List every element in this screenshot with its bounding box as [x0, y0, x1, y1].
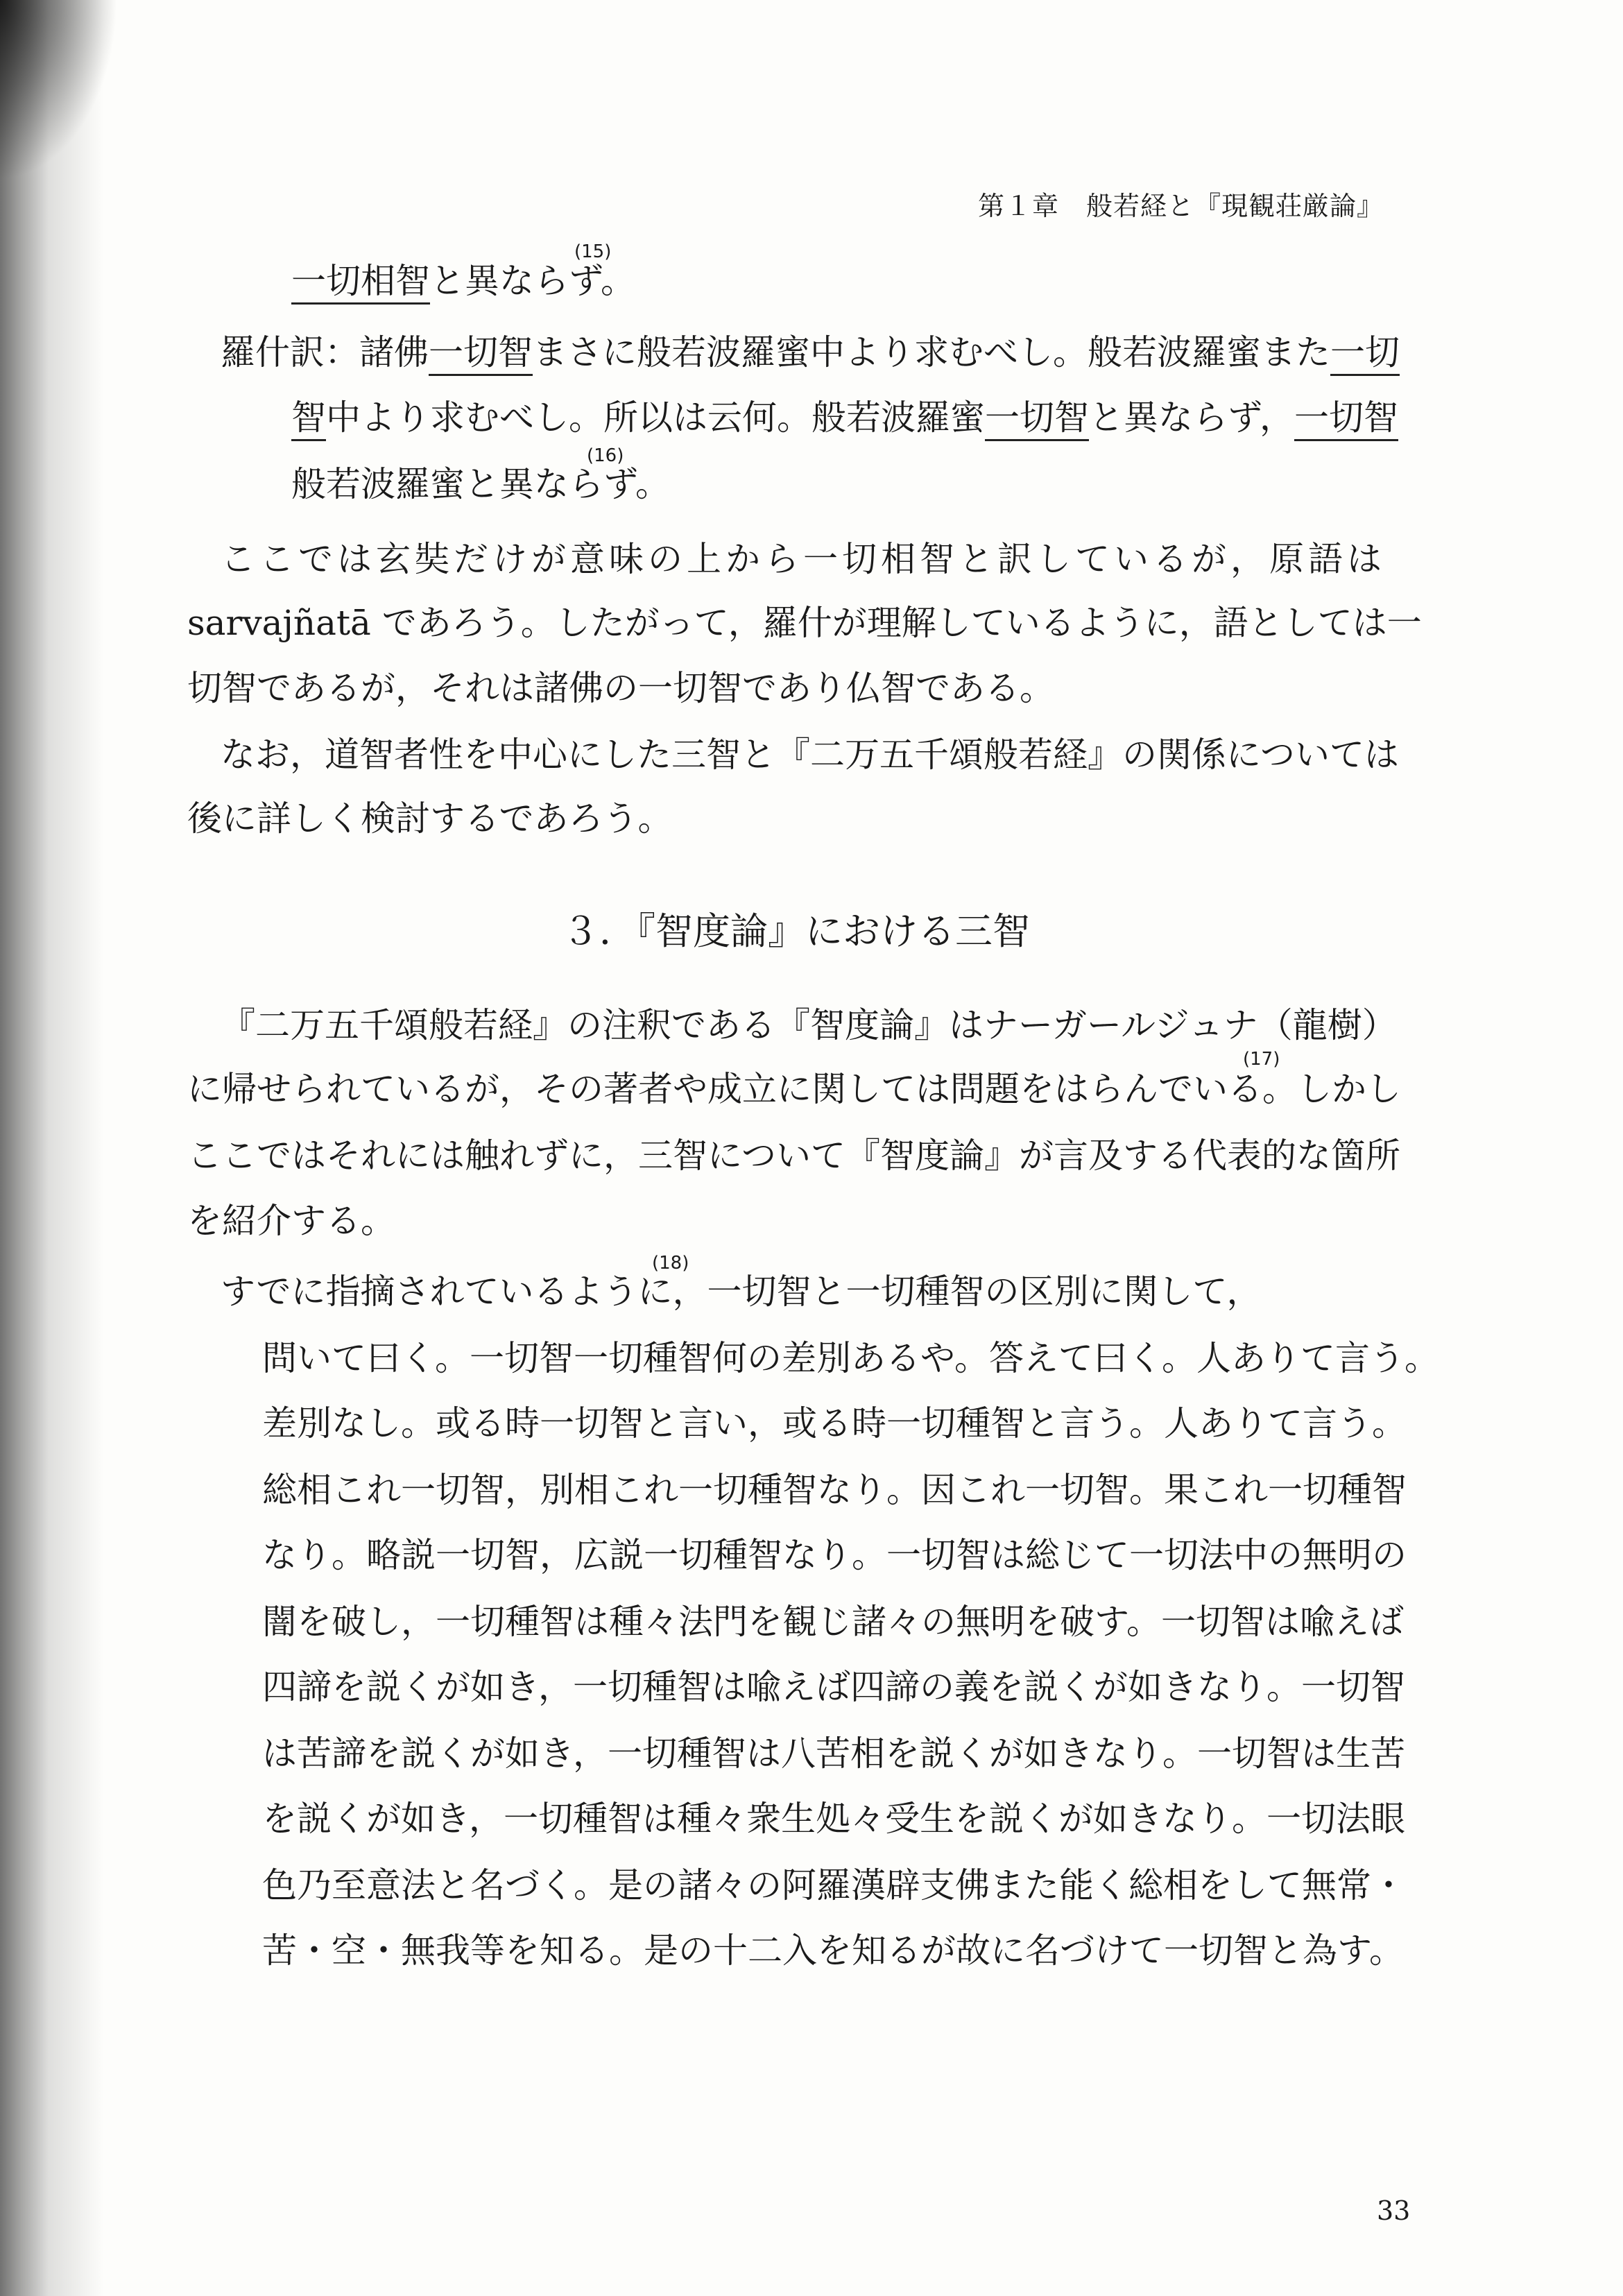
paragraph-line: を紹介する。	[187, 1201, 395, 1241]
underlined-term: 一切智	[429, 332, 533, 376]
paragraph-line: ここではそれには触れずに，三智について『智度論』が言及する代表的な箇所	[187, 1136, 1400, 1176]
kumarajiva-line-2: 智中より求むべし。所以は云何。般若波羅蜜一切智と異ならず，一切智	[291, 397, 1398, 438]
scan-edge-shadow	[0, 0, 104, 2296]
quote-line: 問いて曰く。一切智一切種智何の差別あるや。答えて曰く。人ありて言う。	[262, 1338, 1439, 1378]
kumarajiva-line-3: 般若波羅蜜と異ならず。	[291, 464, 670, 504]
footnote-ref-18: (18)	[652, 1253, 689, 1274]
paragraph-line: に帰せられているが，その著者や成立に関しては問題をはらんでいる。しかし	[187, 1069, 1401, 1109]
quote-line: 闇を破し，一切種智は種々法門を観じ諸々の無明を破す。一切智は喩えば	[262, 1602, 1404, 1642]
quote-line: なり。略説一切智，広説一切種智なり。一切智は総じて一切法中の無明の	[262, 1535, 1407, 1575]
underlined-term: 一切	[1330, 332, 1400, 376]
scan-corner-shadow	[0, 0, 118, 180]
paragraph-line: すでに指摘されているように，一切智と一切種智の区別に関して，	[221, 1271, 1262, 1312]
underlined-term: 一切相智	[291, 261, 430, 305]
quote-line: 四諦を説くが如き，一切種智は喩えば四諦の義を説くが如きなり。一切智	[262, 1667, 1405, 1707]
quote-line: を説くが如き，一切種智は種々衆生処々受生を説くが如きなり。一切法眼	[262, 1799, 1405, 1839]
kumarajiva-line-1: 羅什訳：諸佛一切智まさに般若波羅蜜中より求むべし。般若波羅蜜また一切	[221, 332, 1400, 373]
quote-line: 差別なし。或る時一切智と言い，或る時一切種智と言う。人ありて言う。	[262, 1403, 1407, 1443]
underlined-term: 智	[291, 397, 326, 441]
quote-line: 一切相智と異ならず。	[291, 260, 635, 302]
page-number: 33	[1377, 2195, 1411, 2226]
footnote-ref-17: (17)	[1243, 1049, 1280, 1070]
footnote-ref-16: (16)	[587, 445, 624, 466]
section-heading: ３．『智度論』における三智	[562, 909, 1030, 953]
quote-line: 色乃至意法と名づく。是の諸々の阿羅漢辟支佛また能く総相をして無常・	[262, 1865, 1406, 1905]
underlined-term: 一切智	[985, 397, 1089, 441]
paragraph-line: 『二万五千頌般若経』の注釈である『智度論』はナーガールジュナ（龍樹）	[221, 1005, 1397, 1045]
paragraph-line: 切智であるが，それは諸佛の一切智であり仏智である。	[187, 668, 1054, 708]
quote-line: 総相これ一切智，別相これ一切種智なり。因これ一切智。果これ一切種智	[262, 1470, 1407, 1510]
underlined-term: 一切智	[1294, 397, 1398, 441]
paragraph-line: sarvajñatā であろう。したがって，羅什が理解しているように，語としては一	[187, 603, 1422, 643]
running-header: 第１章 般若経と『現観荘厳論』	[978, 191, 1384, 221]
quote-line: 苦・空・無我等を知る。是の十二入を知るが故に名づけて一切智と為す。	[262, 1930, 1404, 1971]
paragraph-line: 後に詳しく検討するであろう。	[187, 798, 673, 839]
paragraph-line: ここでは玄奘だけが意味の上から一切相智と訳しているが，原語は	[221, 539, 1386, 579]
quote-line: は苦諦を説くが如き，一切種智は八苦相を説くが如きなり。一切智は生苦	[262, 1733, 1405, 1774]
translation-label: 羅什訳：	[221, 332, 359, 372]
paragraph-line: なお，道智者性を中心にした三智と『二万五千頌般若経』の関係については	[221, 735, 1399, 775]
footnote-ref-15: (15)	[574, 241, 612, 262]
